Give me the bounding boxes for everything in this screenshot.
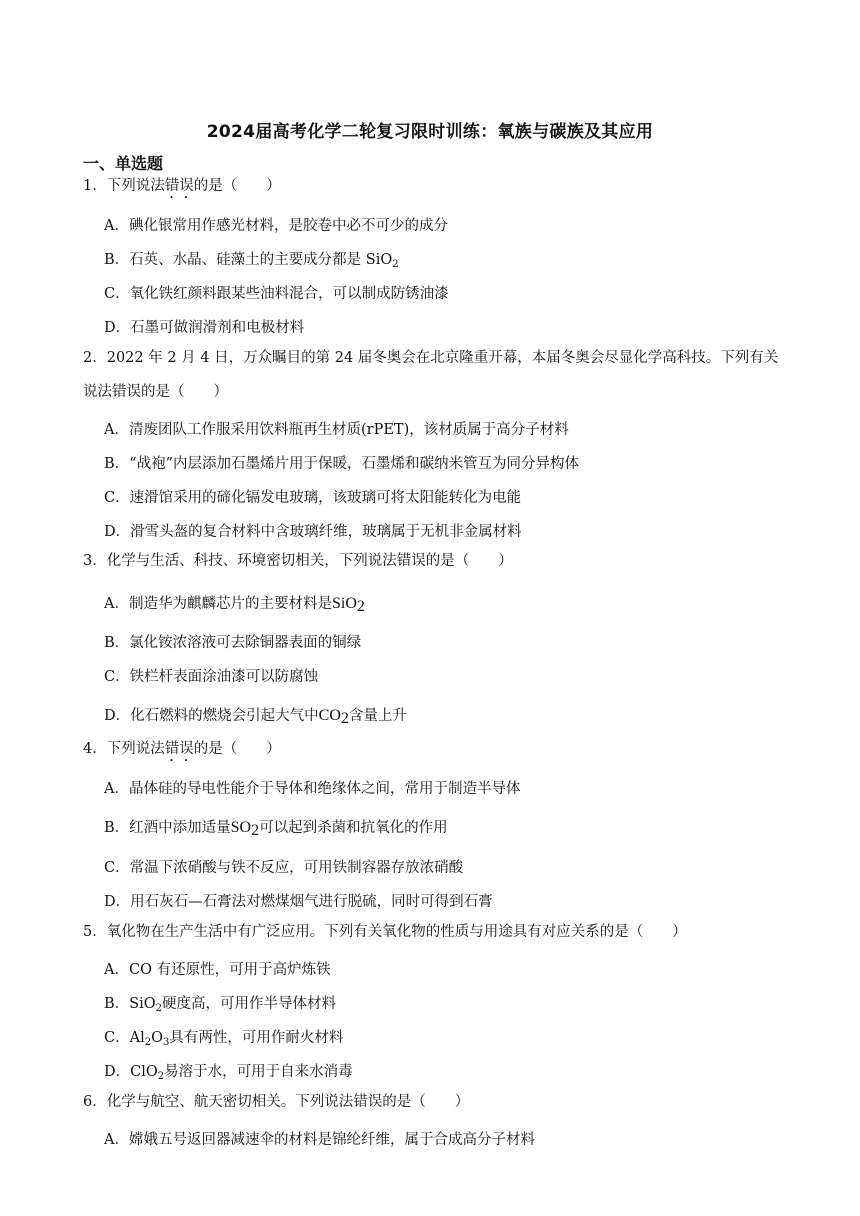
- question-2-option-d: D．滑雪头盔的复合材料中含玻璃纤维，玻璃属于无机非金属材料: [104, 524, 522, 540]
- question-number: 5．: [83, 924, 107, 940]
- question-5-stem: 5．氧化物在生产生活中有广泛应用。下列有关氧化物的性质与用途具有对应关系的是（ ）: [83, 924, 687, 940]
- question-1-option-d: D．石墨可做润滑剂和电极材料: [104, 320, 305, 336]
- question-3-option-d: D．化石燃料的燃烧会引起大气中$CO_2$含量上升: [104, 707, 407, 727]
- question-1-option-c: C．氧化铁红颜料跟某些油料混合，可以制成防锈油漆: [104, 286, 449, 302]
- question-4-option-d: D．用石灰石—石膏法对燃煤烟气进行脱硫，同时可得到石膏: [104, 894, 493, 910]
- question-4-stem: 4．下列说法错误的是（ ）: [83, 741, 281, 757]
- question-3-stem: 3．化学与生活、科技、环境密切相关，下列说法错误的是（ ）: [83, 553, 513, 569]
- question-2-option-c: C．速滑馆采用的碲化镉发电玻璃，该玻璃可将太阳能转化为电能: [104, 490, 522, 506]
- question-5-option-c: C．$Al_2O_3$具有两性，可用作耐火材料: [104, 1030, 344, 1048]
- question-1-option-a: A．碘化银常用作感光材料，是胶卷中必不可少的成分: [104, 218, 448, 234]
- question-4-option-b: B．红酒中添加适量$SO_2$可以起到杀菌和抗氧化的作用: [104, 819, 448, 839]
- question-5-option-d: D．ClO$_2$易溶于水，可用于自来水消毒: [104, 1064, 353, 1082]
- question-3-option-b: B．氯化铵浓溶液可去除铜器表面的铜绿: [104, 635, 362, 651]
- question-1-stem: 1．下列说法错误的是（ ）: [83, 178, 281, 194]
- question-2-stem-line1: 2．2022 年 2 月 4 日，万众瞩目的第 24 届冬奥会在北京隆重开幕，本届冬奥会尽显化学高科技。下列有关: [83, 350, 779, 366]
- section-heading: 一、单选题: [83, 154, 164, 173]
- question-number: 2．: [83, 350, 107, 366]
- question-3-option-c: C．铁栏杆表面涂油漆可以防腐蚀: [104, 669, 319, 685]
- question-4-option-c: C．常温下浓硝酸与铁不反应，可用铁制容器存放浓硝酸: [104, 860, 464, 876]
- question-1-option-b: B．石英、水晶、硅藻土的主要成分都是 SiO$_2$: [104, 252, 399, 270]
- question-number: 6．: [83, 1094, 107, 1110]
- question-6-option-a: A．嫦娥五号返回器减速伞的材料是锦纶纤维，属于合成高分子材料: [104, 1132, 535, 1148]
- question-5-option-a: A．CO 有还原性，可用于高炉炼铁: [104, 962, 331, 978]
- question-4-option-a: A．晶体硅的导电性能介于导体和绝缘体之间，常用于制造半导体: [104, 781, 521, 797]
- document-title: 2024届高考化学二轮复习限时训练：氧族与碳族及其应用: [206, 122, 654, 142]
- question-number: 4．: [83, 741, 107, 757]
- question-2-option-a: A．清废团队工作服采用饮料瓶再生材质(rPET)，该材质属于高分子材料: [104, 422, 569, 438]
- question-2-option-b: B．“战袍”内层添加石墨烯片用于保暖，石墨烯和碳纳米管互为同分异构体: [104, 456, 579, 472]
- question-3-option-a: A．制造华为麒麟芯片的主要材料是SiO$_2$: [104, 595, 365, 615]
- question-number: 1．: [83, 178, 107, 194]
- question-6-stem: 6．化学与航空、航天密切相关。下列说法错误的是（ ）: [83, 1094, 470, 1110]
- question-5-option-b: B．SiO$_2$硬度高，可用作半导体材料: [104, 996, 336, 1014]
- question-number: 3．: [83, 553, 107, 569]
- question-2-stem-line2: 说法错误的是（ ）: [83, 384, 228, 400]
